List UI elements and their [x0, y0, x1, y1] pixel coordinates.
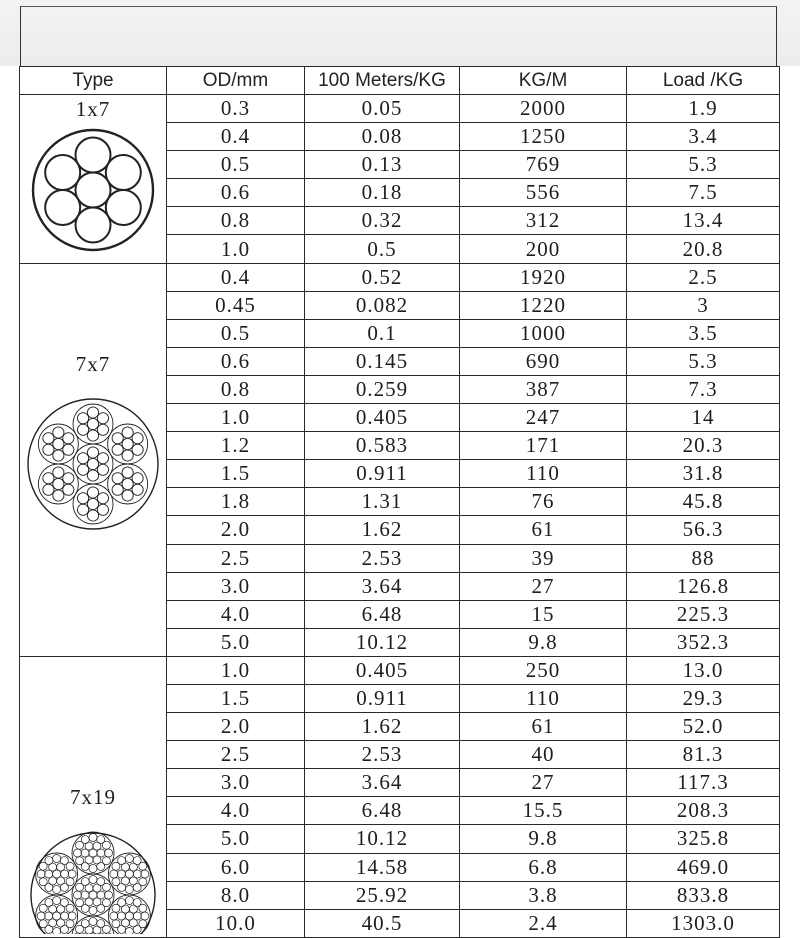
od-cell: 4.0 [167, 600, 305, 628]
kg-per-m-cell: 110 [460, 684, 627, 712]
load-cell: 52.0 [627, 713, 780, 741]
od-cell: 5.0 [167, 825, 305, 853]
table-row [20, 656, 780, 684]
od-cell: 2.0 [167, 713, 305, 741]
meters-cell: 0.52 [305, 263, 460, 291]
od-cell: 1.5 [167, 684, 305, 712]
type-label: 1x7 [75, 97, 111, 121]
kg-per-m-cell: 1920 [460, 263, 627, 291]
load-cell: 81.3 [627, 741, 780, 769]
kg-per-m-cell: 171 [460, 432, 627, 460]
od-cell: 10.0 [167, 909, 305, 937]
meters-cell: 6.48 [305, 797, 460, 825]
type-label: 7x7 [75, 351, 111, 376]
kg-per-m-cell: 1220 [460, 291, 627, 319]
meters-cell: 0.911 [305, 684, 460, 712]
od-cell: 0.8 [167, 207, 305, 235]
header-od: OD/mm [167, 67, 305, 95]
load-cell: 1.9 [627, 95, 780, 123]
load-cell: 7.3 [627, 375, 780, 403]
kg-per-m-cell: 9.8 [460, 628, 627, 656]
kg-per-m-cell: 15.5 [460, 797, 627, 825]
load-cell: 833.8 [627, 881, 780, 909]
meters-cell: 0.1 [305, 319, 460, 347]
kg-per-m-cell: 1000 [460, 319, 627, 347]
load-cell: 45.8 [627, 488, 780, 516]
od-cell: 1.5 [167, 460, 305, 488]
header-load: Load /KG [627, 67, 780, 95]
kg-per-m-cell: 200 [460, 235, 627, 263]
meters-cell: 3.64 [305, 572, 460, 600]
load-cell: 5.3 [627, 151, 780, 179]
load-cell: 117.3 [627, 769, 780, 797]
kg-per-m-cell: 690 [460, 347, 627, 375]
load-cell: 126.8 [627, 572, 780, 600]
load-cell: 7.5 [627, 179, 780, 207]
od-cell: 0.5 [167, 151, 305, 179]
cable-7x7-cross-section-icon [26, 397, 160, 531]
od-cell: 0.6 [167, 347, 305, 375]
od-cell: 1.8 [167, 488, 305, 516]
meters-cell: 0.145 [305, 347, 460, 375]
od-cell: 1.2 [167, 432, 305, 460]
od-cell: 6.0 [167, 853, 305, 881]
od-cell: 1.0 [167, 404, 305, 432]
cable-1x7-cross-section-icon [31, 128, 155, 252]
meters-cell: 3.64 [305, 769, 460, 797]
kg-per-m-cell: 556 [460, 179, 627, 207]
table-row [20, 95, 780, 123]
meters-cell: 25.92 [305, 881, 460, 909]
kg-per-m-cell: 769 [460, 151, 627, 179]
meters-cell: 1.62 [305, 516, 460, 544]
od-cell: 0.3 [167, 95, 305, 123]
od-cell: 0.5 [167, 319, 305, 347]
load-cell: 469.0 [627, 853, 780, 881]
od-cell: 8.0 [167, 881, 305, 909]
load-cell: 14 [627, 404, 780, 432]
meters-cell: 0.911 [305, 460, 460, 488]
kg-per-m-cell: 3.8 [460, 881, 627, 909]
kg-per-m-cell: 27 [460, 769, 627, 797]
load-cell: 208.3 [627, 797, 780, 825]
od-cell: 4.0 [167, 797, 305, 825]
cable-7x19-cross-section-icon [26, 824, 160, 934]
kg-per-m-cell: 76 [460, 488, 627, 516]
meters-cell: 10.12 [305, 628, 460, 656]
meters-cell: 0.405 [305, 656, 460, 684]
wire-rope-spec-table [19, 66, 780, 938]
load-cell: 31.8 [627, 460, 780, 488]
od-cell: 0.4 [167, 263, 305, 291]
kg-per-m-cell: 40 [460, 741, 627, 769]
header-type: Type [20, 67, 167, 95]
load-cell: 13.4 [627, 207, 780, 235]
kg-per-m-cell: 110 [460, 460, 627, 488]
od-cell: 1.0 [167, 656, 305, 684]
load-cell: 3 [627, 291, 780, 319]
meters-cell: 14.58 [305, 853, 460, 881]
od-cell: 0.8 [167, 375, 305, 403]
meters-cell: 0.082 [305, 291, 460, 319]
load-cell: 5.3 [627, 347, 780, 375]
meters-cell: 1.62 [305, 713, 460, 741]
meters-cell: 0.08 [305, 123, 460, 151]
table-body [20, 95, 780, 938]
header-meters: 100 Meters/KG [305, 67, 460, 95]
od-cell: 1.0 [167, 235, 305, 263]
load-cell: 29.3 [627, 684, 780, 712]
type-label: 7x19 [70, 784, 116, 809]
meters-cell: 0.32 [305, 207, 460, 235]
top-frame [20, 6, 777, 66]
meters-cell: 10.12 [305, 825, 460, 853]
load-cell: 13.0 [627, 656, 780, 684]
load-cell: 3.4 [627, 123, 780, 151]
load-cell: 3.5 [627, 319, 780, 347]
kg-per-m-cell: 39 [460, 544, 627, 572]
table-row [20, 263, 780, 291]
type-cell-7x7 [20, 263, 167, 656]
kg-per-m-cell: 27 [460, 572, 627, 600]
kg-per-m-cell: 1250 [460, 123, 627, 151]
type-cell-1x7 [20, 95, 167, 264]
meters-cell: 2.53 [305, 741, 460, 769]
od-cell: 3.0 [167, 769, 305, 797]
load-cell: 20.3 [627, 432, 780, 460]
kg-per-m-cell: 387 [460, 375, 627, 403]
kg-per-m-cell: 312 [460, 207, 627, 235]
header-row [20, 67, 780, 95]
kg-per-m-cell: 15 [460, 600, 627, 628]
od-cell: 2.0 [167, 516, 305, 544]
od-cell: 0.4 [167, 123, 305, 151]
kg-per-m-cell: 61 [460, 516, 627, 544]
load-cell: 88 [627, 544, 780, 572]
od-cell: 3.0 [167, 572, 305, 600]
load-cell: 56.3 [627, 516, 780, 544]
meters-cell: 0.05 [305, 95, 460, 123]
load-cell: 325.8 [627, 825, 780, 853]
load-cell: 225.3 [627, 600, 780, 628]
od-cell: 2.5 [167, 544, 305, 572]
meters-cell: 40.5 [305, 909, 460, 937]
meters-cell: 1.31 [305, 488, 460, 516]
header-kg-per-m: KG/M [460, 67, 627, 95]
od-cell: 0.6 [167, 179, 305, 207]
load-cell: 352.3 [627, 628, 780, 656]
od-cell: 2.5 [167, 741, 305, 769]
kg-per-m-cell: 2.4 [460, 909, 627, 937]
kg-per-m-cell: 61 [460, 713, 627, 741]
od-cell: 0.45 [167, 291, 305, 319]
load-cell: 2.5 [627, 263, 780, 291]
kg-per-m-cell: 2000 [460, 95, 627, 123]
od-cell: 5.0 [167, 628, 305, 656]
kg-per-m-cell: 6.8 [460, 853, 627, 881]
meters-cell: 0.18 [305, 179, 460, 207]
kg-per-m-cell: 9.8 [460, 825, 627, 853]
type-cell-7x19 [20, 656, 167, 937]
meters-cell: 0.405 [305, 404, 460, 432]
meters-cell: 0.5 [305, 235, 460, 263]
load-cell: 1303.0 [627, 909, 780, 937]
meters-cell: 2.53 [305, 544, 460, 572]
meters-cell: 0.13 [305, 151, 460, 179]
load-cell: 20.8 [627, 235, 780, 263]
meters-cell: 0.583 [305, 432, 460, 460]
meters-cell: 0.259 [305, 375, 460, 403]
meters-cell: 6.48 [305, 600, 460, 628]
kg-per-m-cell: 250 [460, 656, 627, 684]
kg-per-m-cell: 247 [460, 404, 627, 432]
